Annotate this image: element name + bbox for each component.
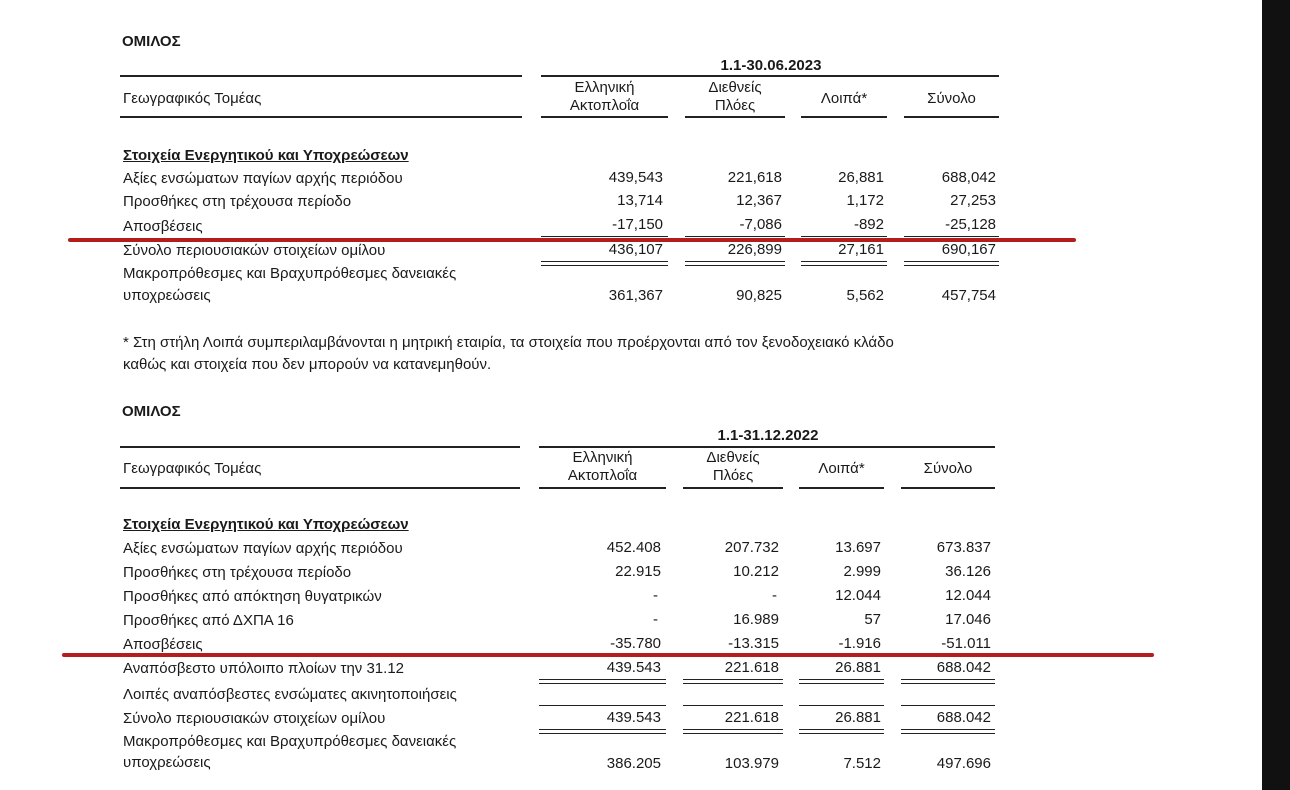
rule (685, 265, 785, 266)
section1-period: 1.1-30.06.2023 (720, 57, 822, 74)
rule (904, 116, 999, 118)
section-heading: Στοιχεία Ενεργητικού και Υποχρεώσεων (123, 516, 409, 533)
rule (539, 733, 666, 734)
column-header-total: Σύνολο (927, 90, 976, 107)
rule (120, 116, 522, 118)
viewer-edge (1262, 0, 1290, 790)
rule (801, 236, 887, 237)
rule (539, 705, 666, 706)
column-header-international: Διεθνείς Πλόες (706, 449, 760, 484)
rule (541, 236, 668, 237)
column-header-other: Λοιπά* (818, 460, 865, 477)
column-header-total: Σύνολο (923, 460, 973, 477)
rule (799, 705, 884, 706)
rule (904, 265, 999, 266)
footnote-line: * Στη στήλη Λοιπά συμπεριλαμβάνονται η μητρική εταιρία, τα στοιχεία που προέρχονται από τον ξενοδοχειακό κλάδο (123, 334, 894, 351)
rule (683, 683, 783, 684)
rule (901, 683, 995, 684)
rule (541, 75, 999, 77)
rule (683, 729, 783, 730)
red-annotation-line (62, 653, 1154, 657)
section2-period: 1.1-31.12.2022 (717, 427, 819, 444)
rule (799, 729, 884, 730)
rule (901, 705, 995, 706)
rule (683, 705, 783, 706)
section-heading: Στοιχεία Ενεργητικού και Υποχρεώσεων (123, 147, 409, 164)
row-header: Γεωγραφικός Τομέας (123, 460, 262, 477)
row-header: Γεωγραφικός Τομέας (123, 90, 262, 107)
rule (801, 265, 887, 266)
rule (541, 261, 668, 262)
rule (801, 261, 887, 262)
rule (901, 733, 995, 734)
rule (904, 236, 999, 237)
rule (901, 487, 995, 489)
rule (799, 487, 884, 489)
rule (901, 679, 995, 680)
rule (685, 116, 785, 118)
rule (799, 733, 884, 734)
rule (685, 261, 785, 262)
rule (683, 733, 783, 734)
rule (120, 75, 522, 77)
column-header-international: Διεθνείς Πλόες (708, 79, 762, 114)
rule (683, 487, 783, 489)
column-header-greek-coastal: Ελληνική Ακτοπλοΐα (567, 449, 638, 484)
rule (539, 679, 666, 680)
rule (539, 446, 995, 448)
rule (904, 261, 999, 262)
column-header-greek-coastal: Ελληνική Ακτοπλοΐα (569, 79, 640, 114)
rule (539, 487, 666, 489)
column-header-other: Λοιπά* (820, 90, 868, 107)
footnote-line: καθώς και στοιχεία που δεν μπορούν να κατανεμηθούν. (123, 356, 492, 373)
rule (683, 679, 783, 680)
rule (539, 683, 666, 684)
rule (539, 729, 666, 730)
rule (801, 116, 887, 118)
document-page: ΟΜΙΛΟΣ 1.1-30.06.2023 Γεωγραφικός Τομέας Ελληνική Ακτοπλοΐα Διεθνείς Πλόες Λοιπά* Σύνολο Στοιχεία Ενεργητικού και Υποχρεώσεων Αξίες ενσώματων παγίων αρχής περιόδου 439,543 221,618 26,881 688,042 Προσθήκες στη τρέχουσα περίοδο 13,714 12,367 1,172 27,253 Αποσβέσεις -17,150 -7,086 -892 -25,128 Σύνολο περιουσιακών στοιχείων ομίλου 436,107 226,899 27,161 690,167 Μακροπρόθεσμες και Βραχυπρόθεσμες δανειακές υποχρεώσεις 361,367 90,825 5,562 457,754 * Στη στήλη Λοιπά συμπεριλαμβάνονται η μητρική εταιρία, τα στοιχεία που προέρχονται από τον ξενοδοχειακό κλάδο καθώς και στοιχεία που δεν μπορούν να κατανεμηθούν. ΟΜΙΛΟΣ 1.1-31.12.2022 Γεωγραφικός Τομέας Ελληνική Ακτοπλοΐα Διεθνείς Πλόες Λοιπά* Σύνολο Στοιχεία Ενεργητικού και Υποχρεώσεων Αξίες ενσώματων παγίων αρχής περιόδου 452.408 207.732 13.697 673.837 Προσθήκες στη τρέχουσα περίοδο 22.915 10.212 2.999 36.126 Προσθήκες από απόκτηση θυγατρικών - - 12.044 12.044 Προσθήκες από ΔΧΠΑ 16 - 16.989 57 17.046 Αποσβέσεις -35.780 -13.315 -1.916 -51.011 Αναπόσβεστο υπόλοιπο πλοίων την 31.12 439.543 221.618 26.881 688.042 Λοιπές αναπόσβεστες ενσώματες ακινητοποιήσεις Σύνολο περιουσιακών στοιχείων ομίλου 439.543 221.618 26.881 688.042 Μακροπρόθεσμες και Βραχυπρόθεσμες δανειακές υποχρεώσεις 386.205 103.979 7.512 497.696 (0, 0, 1262, 790)
rule (120, 446, 520, 448)
rule (799, 683, 884, 684)
rule (901, 729, 995, 730)
section1-title: ΟΜΙΛΟΣ (122, 33, 181, 50)
rule (541, 116, 668, 118)
rule (685, 236, 785, 237)
rule (541, 265, 668, 266)
section2-title: ΟΜΙΛΟΣ (122, 403, 181, 420)
rule (799, 679, 884, 680)
rule (120, 487, 520, 489)
